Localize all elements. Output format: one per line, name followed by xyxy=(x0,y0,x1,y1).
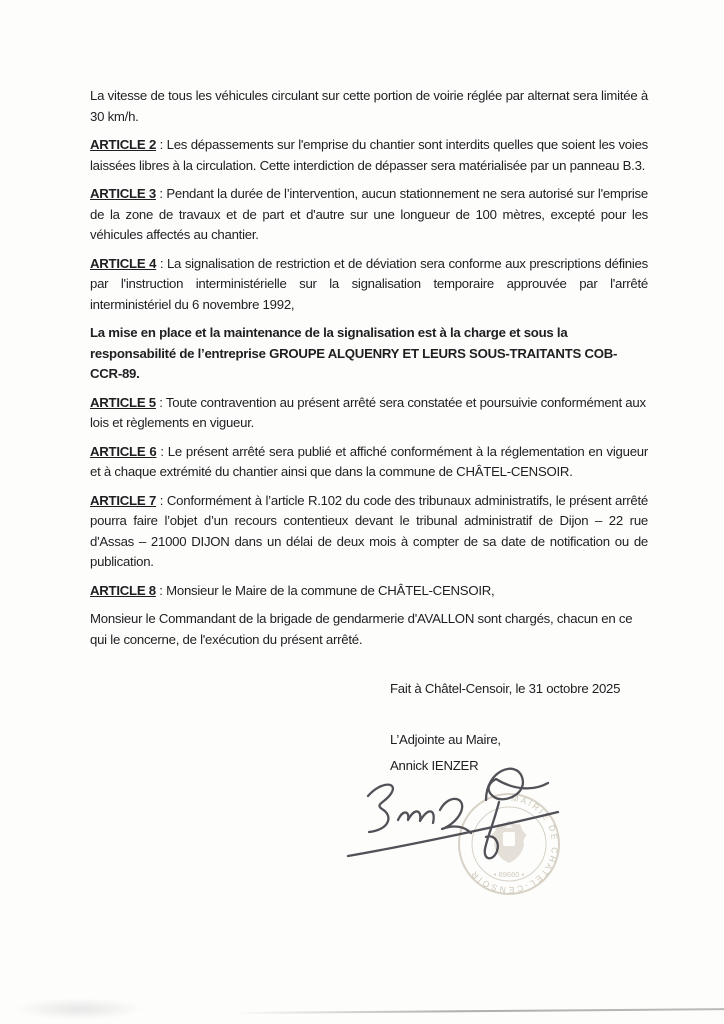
paragraph-contractor-bold xyxy=(90,323,648,385)
signature xyxy=(336,750,580,872)
paragraph-article-7 xyxy=(90,491,648,573)
paragraph-text: : Pendant la durée de l’intervention, aucun stationnement ne sera autorisé sur l'emprise de la zone de travaux et de part et d'autre sur une longueur de 100 mètres, excepté pour les véhicules affectés au chantier. xyxy=(90,186,648,242)
article-6-label: ARTICLE 6 xyxy=(90,443,157,459)
paragraph-text: : Toute contravention au présent arrêté sera constatée et poursuivie conformément aux lois et règlements en vigueur. xyxy=(90,394,646,430)
closing-place-date: Fait à Châtel-Censoir, le 31 octobre 2025 xyxy=(390,681,621,696)
signatory-title: L’Adjointe au Maire, xyxy=(390,731,501,747)
paragraph-article-2 xyxy=(90,135,648,176)
stamp-ring-text: MAIRIE DE CHATEL-CENSOIR xyxy=(467,792,561,896)
paragraph-article-6 xyxy=(90,442,648,483)
paragraph-article-4 xyxy=(90,254,648,316)
paragraph-text: : La signalisation de restriction et de déviation sera conforme aux prescriptions définies par l'instruction interministérielle sur la signalisation temporaire approuvée par l'arrêté interministériel du 6 novembre 1992, xyxy=(90,255,648,312)
paragraph-text: La mise en place et la maintenance de la signalisation est à la charge et sous la responsabilité de l’entreprise GROUPE ALQUENRY ET LEURS SOUS-TRAITANTS COB-CCR-89. xyxy=(90,325,618,381)
signatory-name: Annick IENZER xyxy=(390,758,479,773)
article-3-label: ARTICLE 3 xyxy=(90,186,156,201)
paragraph-intro xyxy=(90,86,648,127)
stamp-bottom-text: • 89660 • xyxy=(493,870,525,879)
article-8-label: ARTICLE 8 xyxy=(90,582,156,598)
paragraph-text: La vitesse de tous les véhicules circulant sur cette portion de voirie réglée par alternat sera limitée à 30 km/h. xyxy=(90,88,648,124)
paragraph-text: : Le présent arrêté sera publié et affiché conformément à la réglementation en vigueur et à chaque extrémité du chantier ainsi que dans la commune de CHÂTEL-CENSOIR. xyxy=(90,443,649,479)
paragraph-article-3 xyxy=(90,184,648,246)
article-7-label: ARTICLE 7 xyxy=(90,492,157,508)
paragraph-text: Monsieur le Commandant de la brigade de gendarmerie d'AVALLON sont chargés, chacun en ce qui le concerne, de l'exécution du présent arrêté. xyxy=(90,611,633,647)
document-body xyxy=(90,86,648,658)
paragraph-text: : Conformément à l’article R.102 du code des tribunaux administratifs, le présent arrêté pourra faire l’objet d’un recours contentieux devant le tribunal administratif de Dijon – 22 rue d'Assas – 21000 DIJON dans un délai de deux mois à compter de sa date de notification ou de publication. xyxy=(90,492,648,569)
paragraph-execution xyxy=(90,609,648,650)
paragraph-article-8 xyxy=(90,581,648,602)
article-5-label: ARTICLE 5 xyxy=(90,394,156,410)
article-2-label: ARTICLE 2 xyxy=(90,137,157,152)
article-4-label: ARTICLE 4 xyxy=(90,255,157,271)
paragraph-text: : Les dépassements sur l'emprise du chantier sont interdits quelles que soient les voies laissées libres à la circulation. Cette interdiction de dépasser sera matérialisée par un panneau B.3. xyxy=(90,137,649,173)
scan-edge-line xyxy=(232,1008,724,1014)
paragraph-text: : Monsieur le Maire de la commune de CHÂTEL-CENSOIR, xyxy=(155,582,495,598)
scan-corner-shadow xyxy=(14,998,144,1020)
paragraph-article-5 xyxy=(90,393,648,434)
